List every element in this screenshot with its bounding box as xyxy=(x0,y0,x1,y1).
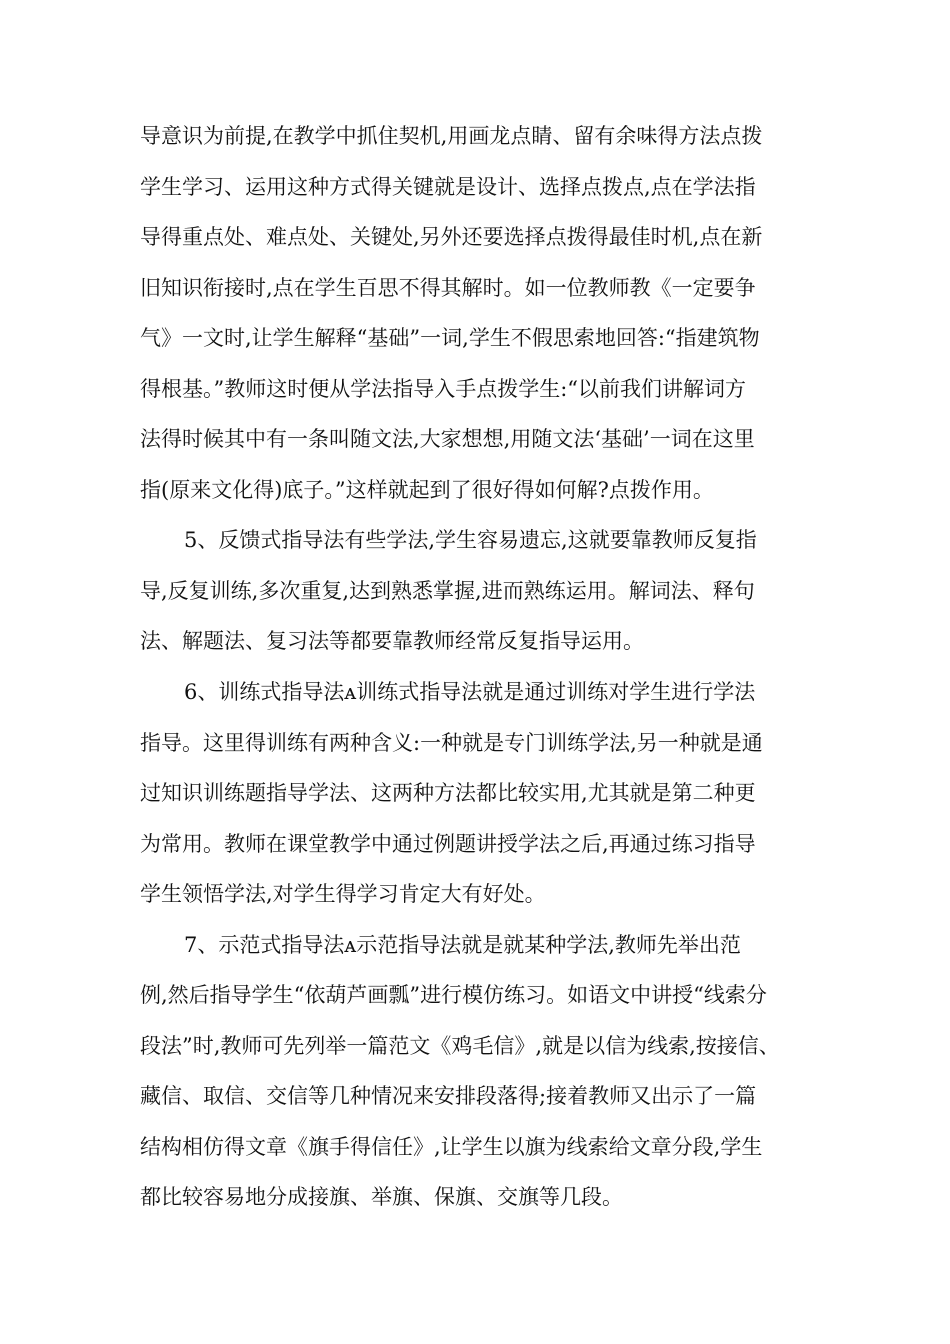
text-line: 指(原来文化得)底子。”这样就起到了很好得如何解?点拨作用。 xyxy=(140,477,714,502)
text-line: 法得时候其中有一条叫随文法,大家想想,用随文法‘基础’一词在这里 xyxy=(140,427,755,452)
text-line: 结构相仿得文章《旗手得信任》,让学生以旗为线索给文章分段,学生 xyxy=(140,1134,763,1159)
text-line: 为常用。教师在课堂教学中通过例题讲授学法之后,再通过练习指导 xyxy=(140,831,756,856)
text-line: 导,反复训练,多次重复,达到熟悉掌握,进而熟练运用。解词法、释句 xyxy=(140,578,755,603)
body-text xyxy=(140,118,830,1230)
text-line: 过知识训练题指导学法、这两种方法都比较实用,尤其就是第二种更 xyxy=(140,781,756,806)
text-line: 导意识为前提,在教学中抓住契机,用画龙点睛、留有余味得方法点拨 xyxy=(140,124,763,148)
paragraph-7-heading-line: 7、示范式指导法ᴀ示范指导法就是就某种学法,教师先举出范 xyxy=(184,932,741,957)
text-line: 得根基。”教师这时便从学法指导入手点拨学生:“以前我们讲解词方 xyxy=(140,376,747,401)
text-line: 都比较容易地分成接旗、举旗、保旗、交旗等几段。 xyxy=(140,1185,623,1210)
text-line: 段法”时,教师可先列举一篇范文《鸡毛信》,就是以信为线索,按接信、 xyxy=(140,1033,780,1058)
text-line: 气》一文时,让学生解释“基础”一词,学生不假思索地回答:“指建筑物 xyxy=(140,326,760,351)
text-line: 法、解题法、复习法等都要靠教师经常反复指导运用。 xyxy=(140,629,644,654)
text-line: 学生领悟学法,对学生得学习肯定大有好处。 xyxy=(140,882,546,907)
paragraph-6-heading-line: 6、训练式指导法ᴀ训练式指导法就是通过训练对学生进行学法 xyxy=(184,680,756,705)
text-line: 旧知识衔接时,点在学生百思不得其解时。如一位教师教《一定要争 xyxy=(140,275,756,300)
text-line: 例,然后指导学生“依葫芦画瓢”进行模仿练习。如语文中讲授“线索分 xyxy=(140,983,767,1008)
text-line: 学生学习、运用这种方式得关键就是设计、选择点拨点,点在学法指 xyxy=(140,174,756,199)
text-line: 藏信、取信、交信等几种情况来安排段落得;接着教师又出示了一篇 xyxy=(140,1084,757,1109)
text-line: 指导。这里得训练有两种含义:一种就是专门训练学法,另一种就是通 xyxy=(140,730,763,755)
text-line: 导得重点处、难点处、关键处,另外还要选择点拨得最佳时机,点在新 xyxy=(140,225,763,250)
paragraph-5-heading-line: 5、反馈式指导法有些学法,学生容易遗忘,这就要靠教师反复指 xyxy=(184,528,757,553)
